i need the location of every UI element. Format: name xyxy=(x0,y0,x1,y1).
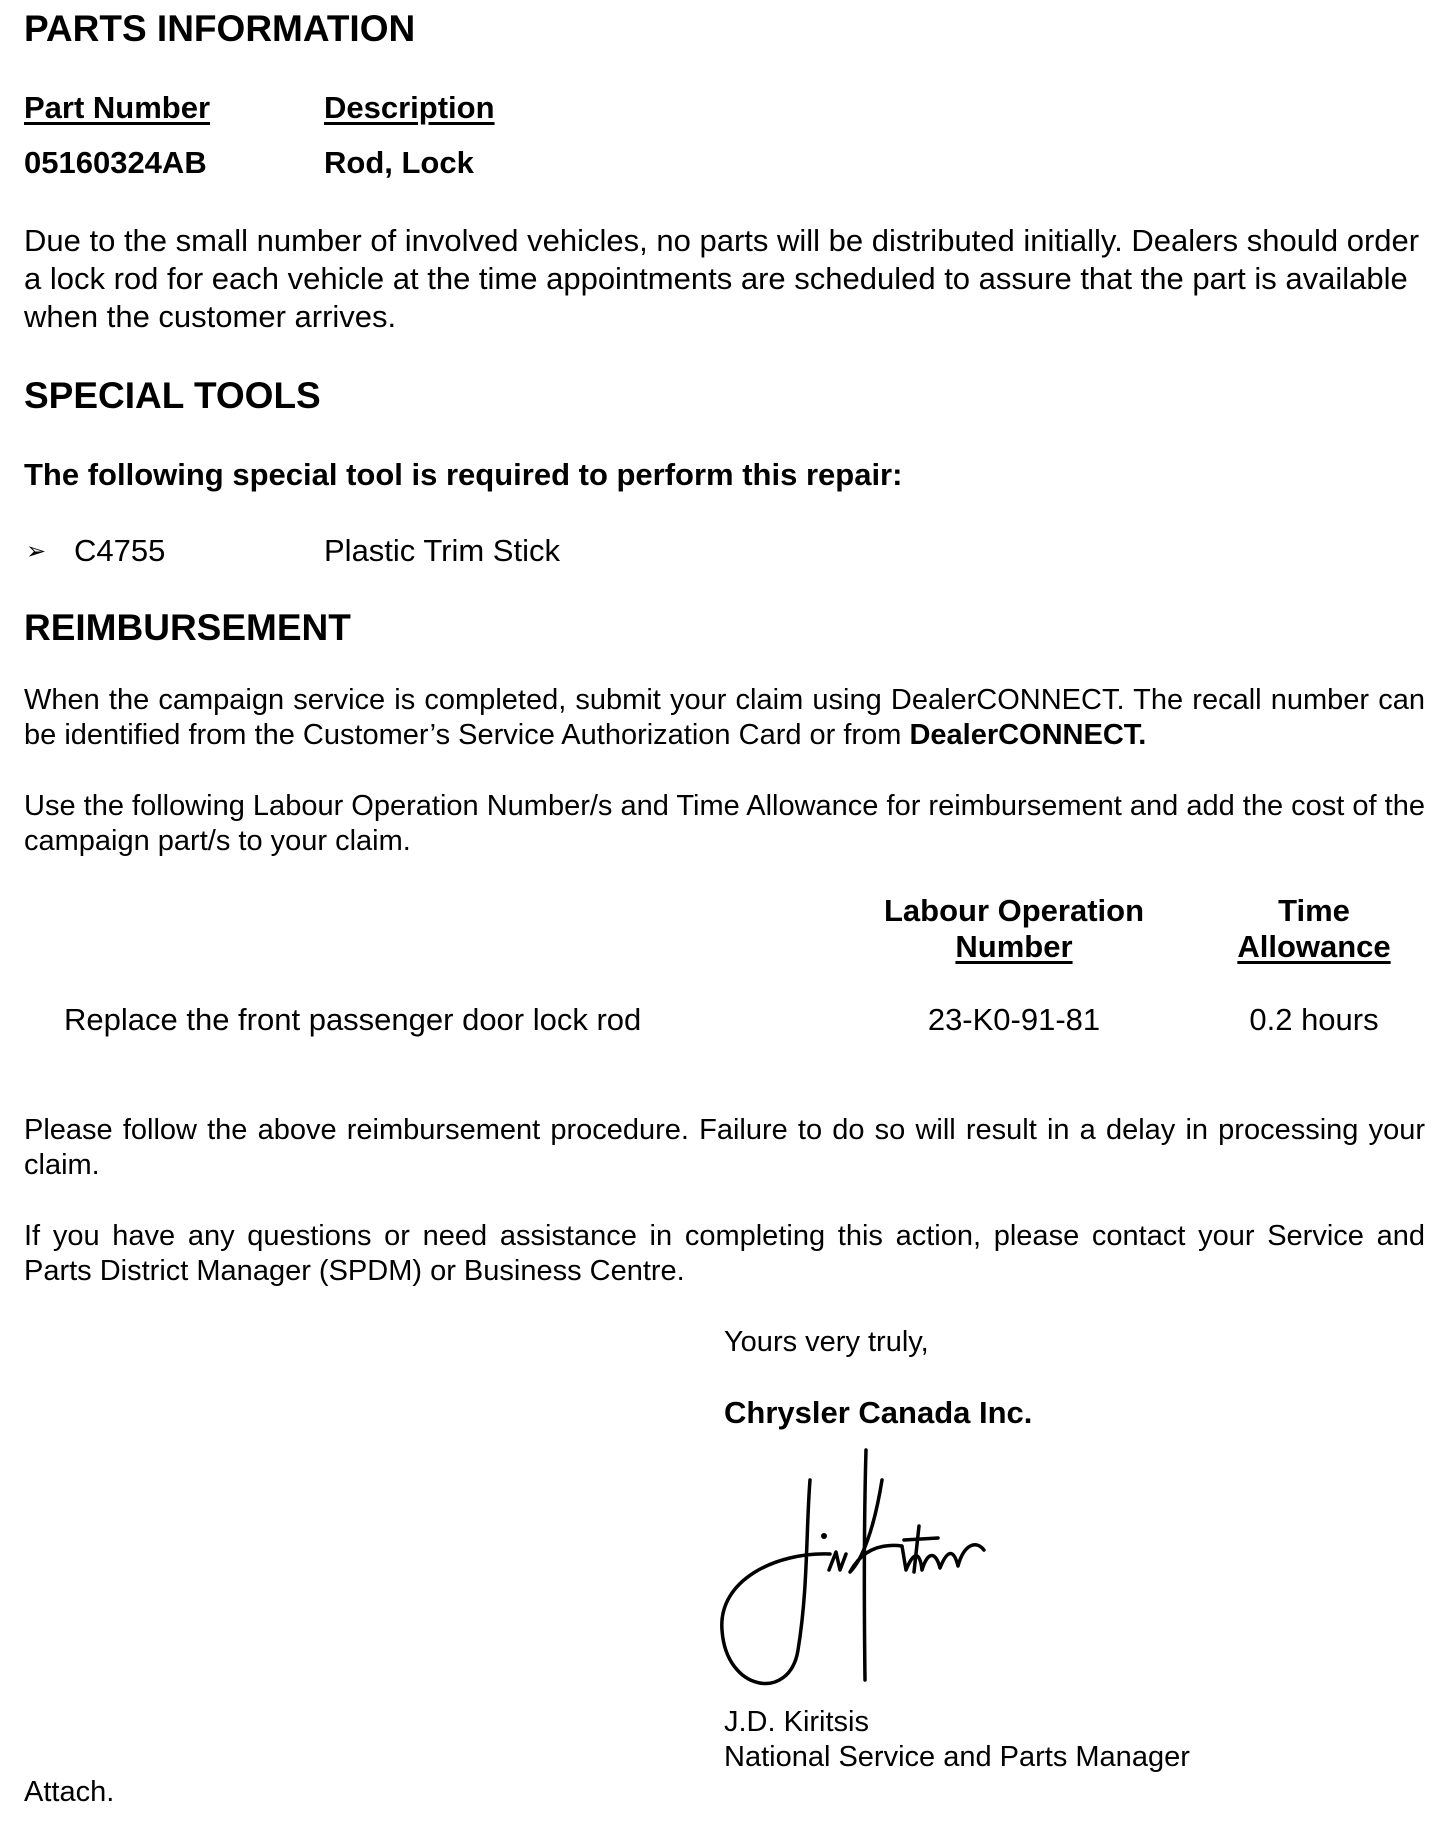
signature-stroke-5 xyxy=(914,1526,919,1572)
reimbursement-para-1 xyxy=(24,683,1425,753)
signature-stroke-6 xyxy=(904,1538,938,1540)
signature-dot xyxy=(821,1533,827,1539)
company-name: Chrysler Canada Inc. xyxy=(724,1395,1033,1430)
labour-op-header-line1: Labour Operation xyxy=(883,893,1145,928)
bullet-arrow-icon: ➢ xyxy=(26,538,47,565)
table-row-task: Replace the front passenger door lock rod xyxy=(64,1002,642,1037)
labour-op-header-line2: Number xyxy=(955,929,1073,964)
para1-text: When the campaign service is completed, submit your claim using DealerCONNECT. The recall number can be identified from the Customer’s Service Authorization Card or from xyxy=(24,684,1425,751)
signer-title: National Service and Parts Manager xyxy=(724,1741,1190,1773)
parts-heading: PARTS INFORMATION xyxy=(24,8,416,49)
para1-dealerconnect: DealerCONNECT. xyxy=(909,719,1147,751)
part-number-value: 05160324AB xyxy=(24,145,207,180)
salutation: Yours very truly, xyxy=(724,1326,929,1358)
reimbursement-para-4: If you have any questions or need assistance in completing this action, please contact your Service and Parts District Manager (SPDM) or Business Centre. xyxy=(24,1220,1425,1287)
reimbursement-para-3: Please follow the above reimbursement procedure. Failure to do so will result in a delay in processing your claim. xyxy=(24,1114,1425,1181)
signature-stroke-3 xyxy=(864,1450,866,1680)
table-row-time: 0.2 hours xyxy=(1249,1002,1379,1037)
description-header: Description xyxy=(324,90,495,125)
description-value: Rod, Lock xyxy=(324,145,474,180)
parts-note: Due to the small number of involved vehicles, no parts will be distributed initially. Dealers should order a lock rod for each vehicle at the time appointments are scheduled to assure that the part is available when the customer arrives. xyxy=(24,223,1420,334)
tools-intro: The following special tool is required to perform this repair: xyxy=(24,457,903,492)
signer-name: J.D. Kiritsis xyxy=(724,1706,869,1738)
tool-code: C4755 xyxy=(74,533,166,568)
signature-stroke-1 xyxy=(722,1480,830,1683)
tools-heading: SPECIAL TOOLS xyxy=(24,375,321,416)
tool-name: Plastic Trim Stick xyxy=(324,533,560,568)
reimbursement-heading: REIMBURSEMENT xyxy=(24,607,351,648)
table-row-op: 23-K0-91-81 xyxy=(927,1002,1101,1037)
signature-icon xyxy=(714,1440,1004,1710)
time-allowance-header-line1: Time xyxy=(1278,893,1350,928)
time-allowance-header xyxy=(1214,893,1414,965)
reimbursement-para-2: Use the following Labour Operation Number/s and Time Allowance for reimbursement and add the cost of the campaign part/s to your claim. xyxy=(24,790,1425,857)
part-number-header: Part Number xyxy=(24,90,211,125)
labour-op-header xyxy=(844,893,1184,965)
time-allowance-header-line2: Allowance xyxy=(1237,929,1391,964)
attach-label: Attach. xyxy=(24,1776,115,1808)
